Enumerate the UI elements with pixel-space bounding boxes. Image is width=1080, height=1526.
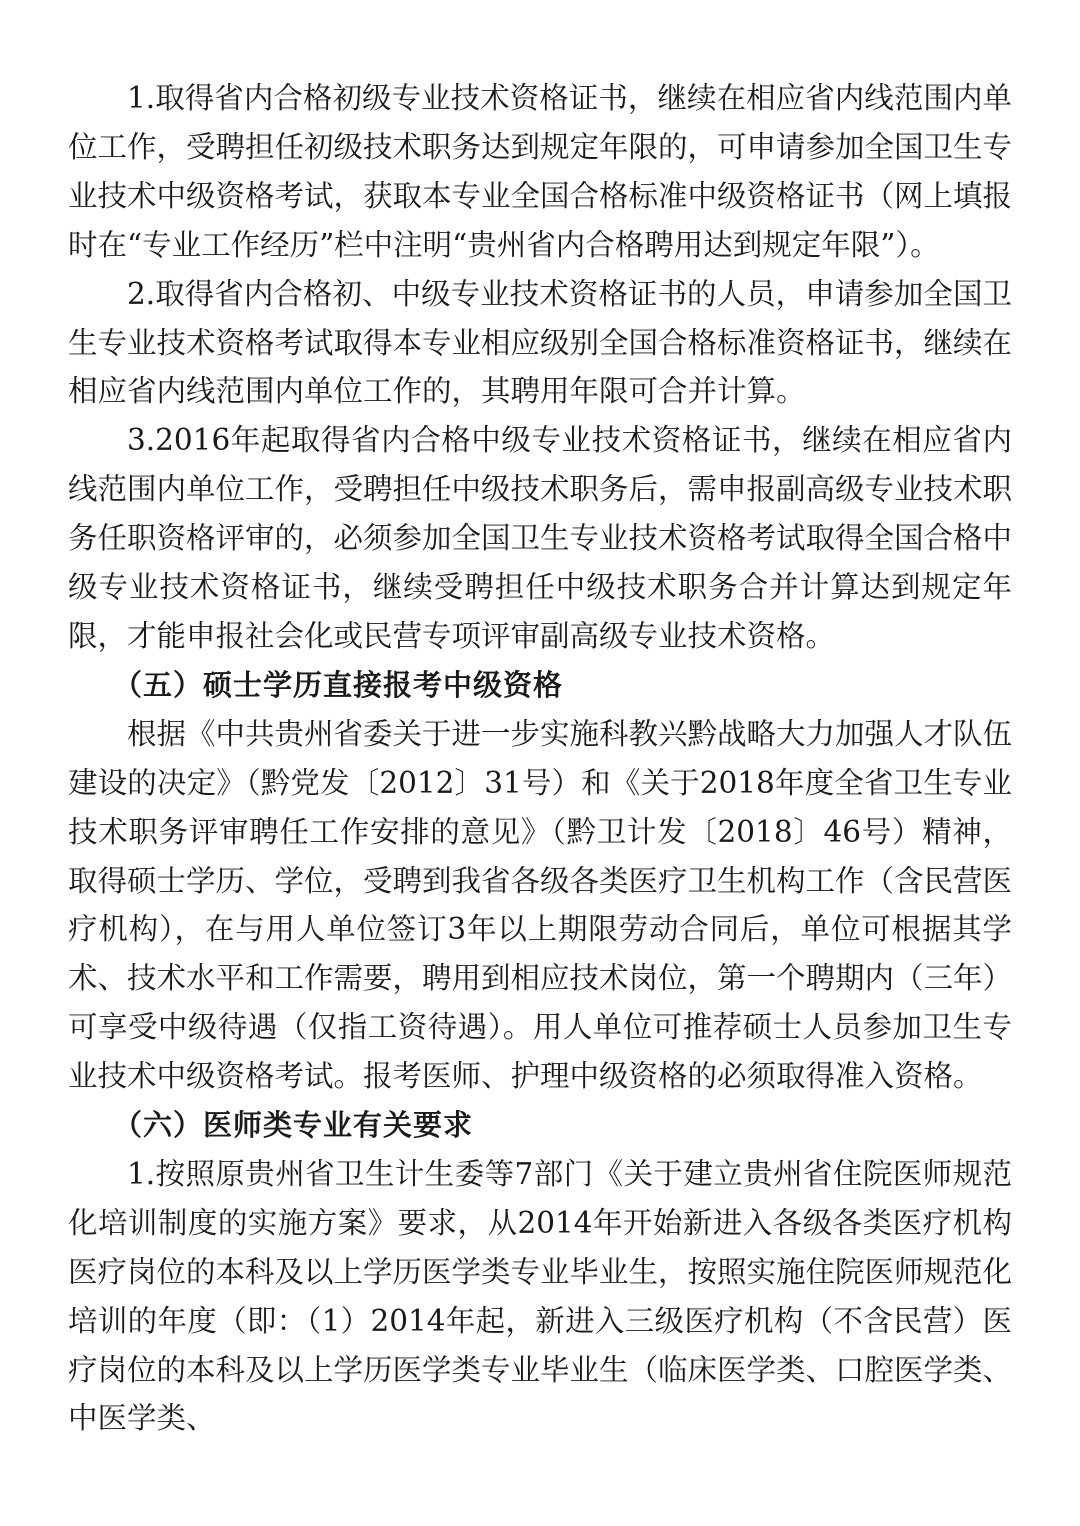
section-heading-five: （五）硕士学历直接报考中级资格 (112, 667, 563, 702)
paragraph-item-2-combined-years: 2.取得省内合格初、中级专业技术资格证书的人员，申请参加全国卫生专业技术资格考试取得本专业相应级别全国合格标准资格证书，继续在相应省内线范围内单位工作的，其聘用年限可合并计算。 (68, 276, 1013, 409)
paragraph-item-1-intermediate-exam: 1.取得省内合格初级专业技术资格证书，继续在相应省内线范围内单位工作，受聘担任初级技术职务达到规定年限的，可申请参加全国卫生专业技术中级资格考试，获取本专业全国合格标准中级资格证书（网上填报时在“专业工作经历”栏中注明“贵州省内合格聘用达到规定年限”）。 (68, 81, 1013, 262)
paragraph-physician-training: 1.按照原贵州省卫生计生委等7部门《关于建立贵州省住院医师规范化培训制度的实施方案》要求，从2014年开始新进入各级各类医疗机构医疗岗位的本科及以上学历医学类专业毕业生，按照实施住院医师规范化培训的年度（即：（1）2014年起，新进入三级医疗机构（不含民营）医疗岗位的本科及以上学历医学类专业毕业生（临床医学类、口腔医学类、中医学类、 (68, 1156, 1013, 1436)
section-heading-six: （六）医师类专业有关要求 (112, 1108, 473, 1143)
paragraph-item-3-senior-review: 3.2016年起取得省内合格中级专业技术资格证书，继续在相应省内线范围内单位工作，受聘担任中级技术职务后，需申报副高级专业技术职务任职资格评审的，必须参加全国卫生专业技术资格考试取得全国合格中级专业技术资格证书，继续受聘担任中级技术职务合并计算达到规定年限，才能申报社会化或民营专项评审副高级专业技术资格。 (68, 423, 1013, 653)
paragraph-masters-degree: 根据《中共贵州省委关于进一步实施科教兴黔战略大力加强人才队伍建设的决定》（黔党发〔2012〕31号）和《关于2018年度全省卫生专业技术职务评审聘任工作安排的意见》（黔卫计发〔2018〕46号）精神，取得硕士学历、学位，受聘到我省各级各类医疗卫生机构工作（含民营医疗机构），在与用人单位签订3年以上期限劳动合同后，单位可根据其学术、技术水平和工作需要，聘用到相应技术岗位，第一个聘期内（三年）可享受中级待遇（仅指工资待遇）。用人单位可推荐硕士人员参加卫生专业技术中级资格考试。报考医师、护理中级资格的必须取得准入资格。 (68, 716, 1013, 1094)
document-body (68, 74, 1012, 1443)
